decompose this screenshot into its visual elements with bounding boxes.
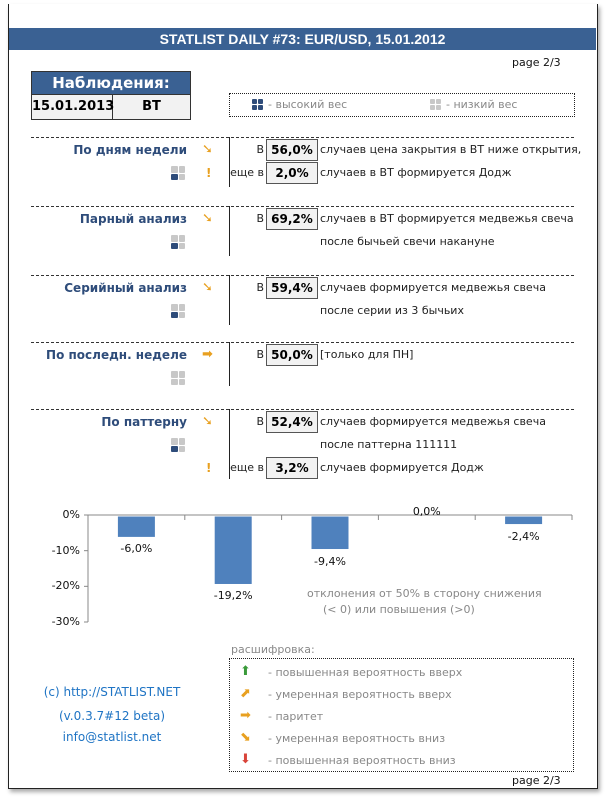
line-prefix: еще в [230,461,264,474]
data-label: -2,4% [507,529,540,543]
percent-value: 50,0% [266,344,318,366]
line-text: случаев формируется медвежья свеча [320,281,546,294]
arrow-up-right-icon: ⬈ [240,686,251,701]
arrow-down-icon: ⬇ [240,752,251,767]
high-weight-label: - высокий вес [268,98,348,111]
legend-item-label: - умеренная вероятность вверх [268,688,452,701]
line-text: после паттерна 111111 [320,438,458,451]
line-text: случаев формируется медвежья свеча [320,415,546,428]
legend-item-label: - паритет [268,710,324,723]
credit-url[interactable]: (c) http://STATLIST.NET [43,685,181,699]
row-label: Парный анализ [79,212,187,226]
line-prefix: В [256,212,264,225]
observation-day: ВТ [142,99,161,114]
line-text: случаев в ВТ формируется медвежья свеча [320,212,574,225]
y-tick-label: -20% [51,579,80,593]
line-prefix: еще в [230,166,264,179]
bar [311,516,349,550]
bar [117,516,155,537]
percent-value: 3,2% [266,457,318,479]
legend-title: расшифровка: [231,643,315,656]
y-tick-label: -10% [51,543,80,557]
line-text: случаев в ВТ формируется Додж [320,166,512,179]
report-title: STATLIST DAILY #73: EUR/USD, 15.01.2012 [9,28,596,50]
row-label: Серийный анализ [64,281,187,295]
data-label: -6,0% [120,542,153,556]
low-weight-label: - низкий вес [446,98,518,111]
line-text: после серии из 3 бычьих [320,304,464,317]
percent-value: 2,0% [266,162,318,184]
page-number-top: page 2/3 [512,56,561,69]
observations-header: Наблюдения: [32,72,190,94]
line-text: [только для ПН] [320,348,414,361]
data-label: -9,4% [314,554,346,568]
arrow-right-icon: ➡ [240,708,251,723]
chart-annotation-2: (< 0) или повышения (>0) [323,603,475,616]
percent-value: 52,4% [266,411,318,433]
line-text: случаев цена закрытия в ВТ ниже открытия, [320,143,582,156]
line-text: после бычьей свечи накануне [320,235,495,248]
arrow-down-right-icon: ➘ [202,280,213,295]
arrow-down-right-icon: ⬊ [240,730,251,745]
bar [505,516,543,525]
row-label: По дням недели [73,143,187,157]
y-tick-label: 0% [62,508,80,521]
page-number-bottom: page 2/3 [512,774,561,787]
warning-icon: ! [206,461,212,475]
bar [214,516,252,584]
line-prefix: В [256,415,264,428]
data-label: -19,2% [213,589,253,603]
arrow-down-right-icon: ➘ [202,211,213,226]
arrow-down-right-icon: ➘ [202,142,213,157]
arrow-up-icon: ⬆ [240,664,251,679]
percent-value: 69,2% [266,208,318,230]
line-text: случаев формируется Додж [320,461,484,474]
credit-version: (v.0.3.7#12 beta) [58,709,166,723]
arrow-right-icon: ➡ [202,347,213,362]
legend-item-label: - повышенная вероятность вверх [268,666,463,679]
data-label: 0,0% [412,505,441,518]
percent-value: 56,0% [266,139,318,161]
chart-annotation-1: отклонения от 50% в сторону снижения [307,587,542,600]
line-prefix: В [256,143,264,156]
arrow-down-right-icon: ➘ [202,414,213,429]
credit-email[interactable]: info@statlist.net [62,730,162,744]
row-label: По паттерну [101,415,187,429]
legend-item-label: - повышенная вероятность вниз [268,754,456,767]
arrow-legend [229,658,574,772]
warning-icon: ! [206,166,212,180]
observation-date: 15.01.2013 [32,95,113,119]
line-prefix: В [256,281,264,294]
line-prefix: В [256,348,264,361]
legend-item-label: - умеренная вероятность вниз [268,732,446,745]
y-tick-label: -30% [51,615,80,628]
row-label: По последн. неделе [46,348,187,362]
percent-value: 59,4% [266,277,318,299]
